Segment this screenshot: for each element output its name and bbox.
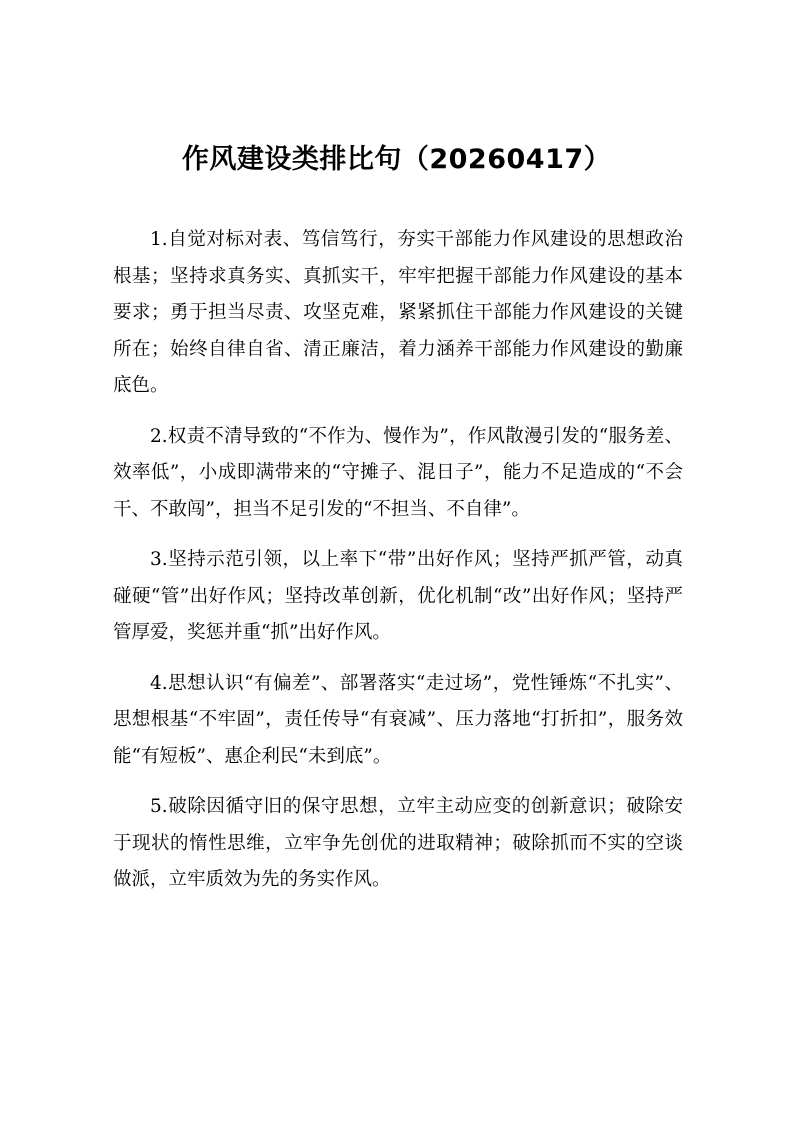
paragraph-4: 4.思想认识“有偏差”、部署落实“走过场”，党性锤炼“不扎实”、思想根基“不牢固”，责任传导“有衰减”、压力落地“打折扣”，服务效能“有短板”、惠企利民“未到底”。 [113,672,683,767]
paragraph-5: 5.破除因循守旧的保守思想，立牢主动应变的创新意识；破除安于现状的惰性思维，立牢争先创优的进取精神；破除抓而不实的空谈做派，立牢质效为先的务实作风。 [113,796,683,890]
paragraph-1: 1.自觉对标对表、笃信笃行，夯实干部能力作风建设的思想政治根基；坚持求真务实、真抓实干，牢牢把握干部能力作风建设的基本要求；勇于担当尽责、攻坚克难，紧紧抓住干部能力作风建设的关键所在；始终自律自省、清正廉洁，着力涵养干部能力作风建设的勤廉底色。 [113,229,683,396]
document-body [113,222,683,913]
paragraph-2: 2.权责不清导致的“不作为、慢作为”，作风散漫引发的“服务差、效率低”，小成即满带来的“守摊子、混日子”，能力不足造成的“不会干、不敢闯”，担当不足引发的“不担当、不自律”。 [113,425,683,520]
document-title: 作风建设类排比句（20260417） [181,144,612,175]
paragraph-3: 3.坚持示范引领，以上率下“带”出好作风；坚持严抓严管，动真碰硬“管”出好作风；坚持改革创新，优化机制“改”出好作风；坚持严管厚爱，奖惩并重“抓”出好作风。 [113,549,683,643]
